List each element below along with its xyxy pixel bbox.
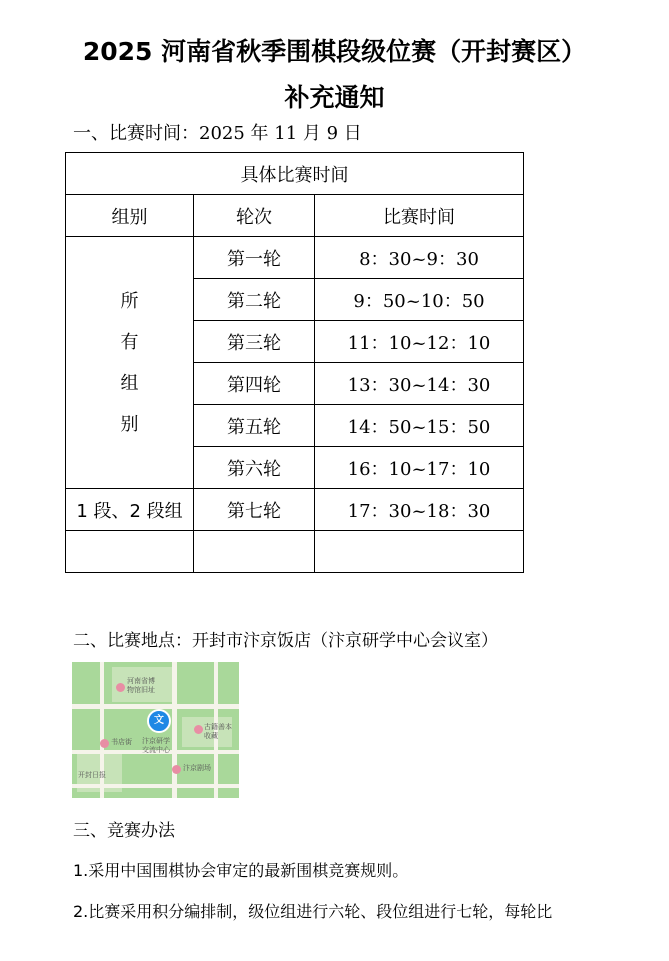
table-caption-row: [66, 153, 524, 195]
document-title: 2025 河南省秋季围棋段级位赛（开封赛区）: [82, 37, 587, 66]
time-cell: 16：10~17：10: [315, 447, 524, 489]
group-dan-cell: 1 段、2 段组: [66, 489, 194, 531]
time-cell: 9：50~10：50: [315, 279, 524, 321]
venue-map: [72, 662, 239, 798]
map-label: 汴京剧场: [183, 764, 211, 772]
round-cell: 第一轮: [194, 237, 315, 279]
section-venue-heading: 二、比赛地点：开封市汴京饭店（汴京研学中心会议室）: [73, 631, 498, 651]
group-all-char: 别: [120, 413, 139, 435]
time-cell: 14：50~15：50: [315, 405, 524, 447]
map-poi-icon: [194, 725, 203, 734]
map-label: 开封日报: [78, 771, 106, 779]
round-cell: 第三轮: [194, 321, 315, 363]
empty-cell: [66, 531, 194, 573]
table-row: [66, 237, 524, 279]
group-all-char: 所: [120, 290, 139, 312]
header-round: 轮次: [194, 195, 315, 237]
map-label: 交流中心: [142, 746, 170, 754]
empty-cell: [315, 531, 524, 573]
header-time: 比赛时间: [315, 195, 524, 237]
schedule-table: [65, 152, 524, 573]
round-cell: 第七轮: [194, 489, 315, 531]
rules-paragraph-1: 1.采用中国围棋协会审定的最新围棋竞赛规则。: [73, 861, 409, 880]
map-road: [172, 662, 177, 798]
time-cell: 13：30~14：30: [315, 363, 524, 405]
round-cell: 第四轮: [194, 363, 315, 405]
table-caption: 具体比赛时间: [66, 153, 524, 195]
empty-cell: [194, 531, 315, 573]
map-label: 古籍善本: [204, 723, 232, 731]
map-poi-icon: [172, 765, 181, 774]
round-cell: 第六轮: [194, 447, 315, 489]
group-all-char: 组: [120, 372, 139, 394]
round-cell: 第五轮: [194, 405, 315, 447]
map-label: 书店街: [111, 738, 132, 746]
location-pin-icon: 文: [147, 709, 171, 733]
map-label: 汴京研学: [142, 737, 170, 745]
section-rules-heading: 三、竞赛办法: [73, 821, 175, 841]
round-cell: 第二轮: [194, 279, 315, 321]
map-poi-icon: [100, 739, 109, 748]
time-cell: 17：30~18：30: [315, 489, 524, 531]
table-row-empty: [66, 531, 524, 573]
group-all-char: 有: [120, 331, 139, 353]
section-time-heading: 一、比赛时间：2025 年 11 月 9 日: [73, 123, 362, 144]
map-poi-icon: [116, 683, 125, 692]
header-group: 组别: [66, 195, 194, 237]
map-label: 物馆旧址: [127, 686, 155, 694]
table-header-row: [66, 195, 524, 237]
document-subtitle: 补充通知: [284, 83, 385, 112]
time-cell: 8：30~9：30: [315, 237, 524, 279]
rules-paragraph-2: 2.比赛采用积分编排制，级位组进行六轮、段位组进行七轮，每轮比: [73, 902, 553, 921]
group-all-cell: [66, 237, 194, 489]
map-label: 收藏: [204, 732, 218, 740]
map-label: 河南省博: [127, 677, 155, 685]
time-cell: 11：10~12：10: [315, 321, 524, 363]
table-row: [66, 489, 524, 531]
